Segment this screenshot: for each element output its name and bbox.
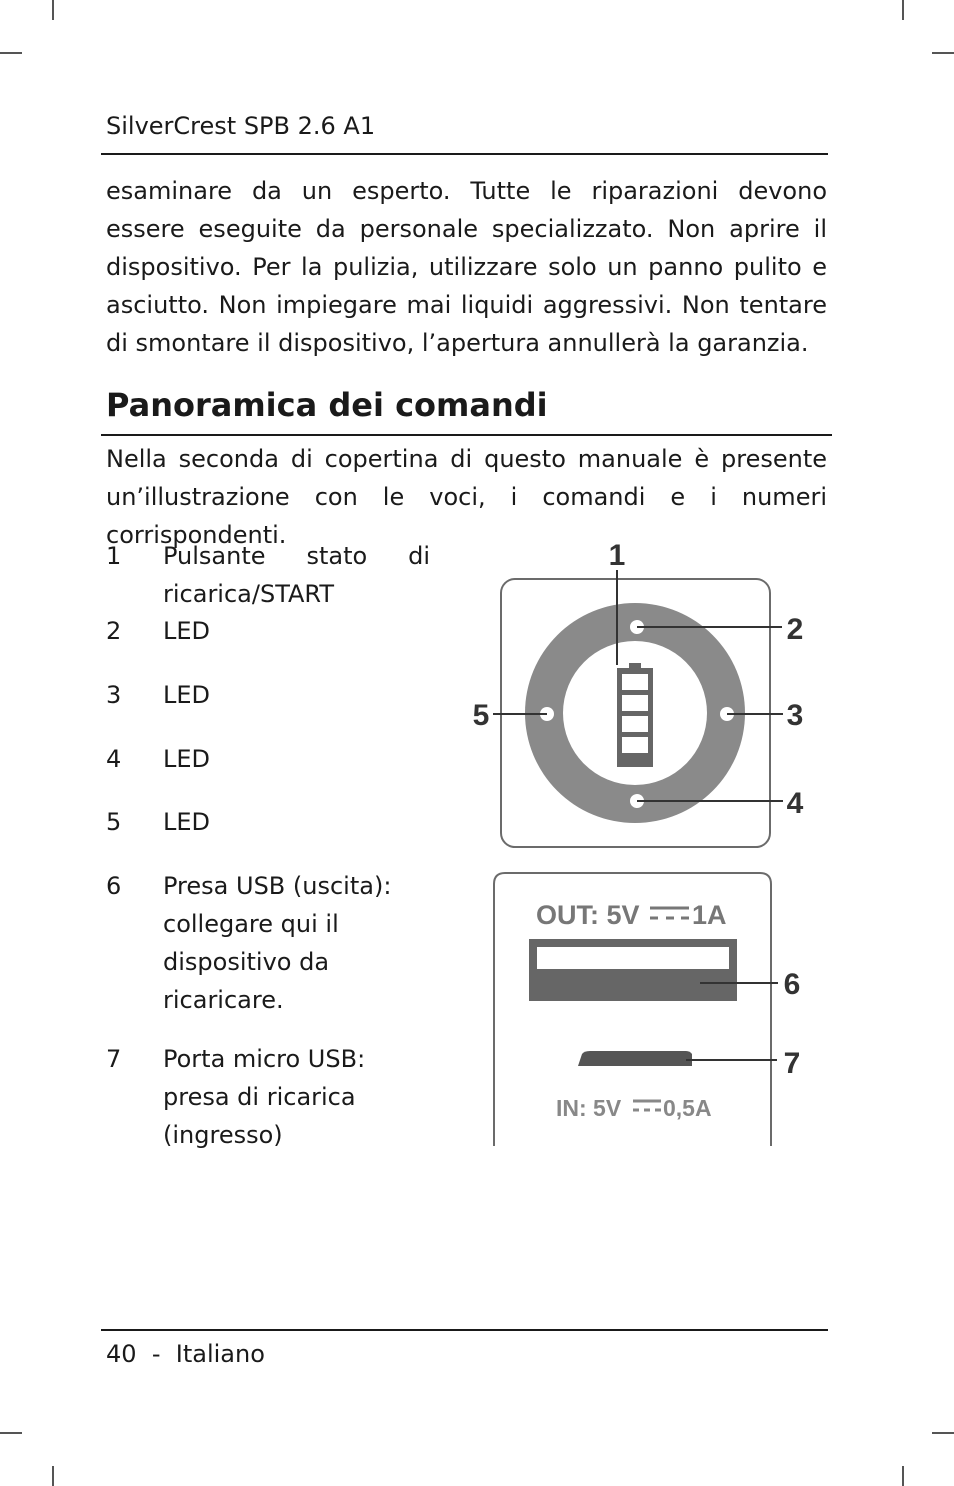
crop-mark [52, 0, 54, 20]
item-number: 7 [106, 1045, 122, 1073]
dc-symbol-icon [633, 1101, 661, 1110]
section-paragraph: Nella seconda di copertina di questo manuale è presente un’illustrazione con le voci, i comandi e i numeri corrispondenti. [106, 445, 827, 549]
footer-rule [101, 1329, 828, 1331]
usb-ports-figure [490, 870, 810, 1150]
callout-6: 6 [783, 968, 801, 1001]
item-text: Porta micro USB: presa di ricarica (ingresso) [163, 1045, 366, 1149]
callout-2: 2 [786, 613, 804, 646]
item-number: 6 [106, 872, 122, 900]
in-current: 0,5A [663, 1095, 712, 1121]
crop-mark [52, 1466, 54, 1486]
callout-5: 5 [472, 699, 490, 732]
item-text-line: ricarica/START [163, 580, 334, 608]
item-text: LED [163, 745, 211, 773]
crop-mark [902, 0, 904, 20]
dc-symbol-icon [650, 908, 689, 918]
intro-paragraph: esaminare da un esperto. Tutte le riparazioni devono essere eseguite da personale specializzato. Non aprire il dispositivo. Per la pulizia, utilizzare solo un panno pulito e asciutto. Non impiegare mai liquidi aggressivi. Non tentare di smontare il dispositivo, l’apertura annullerà la garanzia. [106, 177, 827, 357]
header-rule [101, 153, 828, 155]
callout-1: 1 [608, 539, 626, 572]
out-current: 1A [692, 900, 727, 930]
micro-usb-port-icon [578, 1051, 692, 1066]
item-number: 1 [106, 542, 122, 570]
callout-7: 7 [783, 1047, 801, 1080]
crop-mark [932, 1432, 954, 1434]
footer-separator: - [151, 1340, 161, 1368]
section-rule [101, 434, 832, 436]
item-number: 3 [106, 681, 122, 709]
item-number: 4 [106, 745, 122, 773]
item-text-line: Pulsante stato di [163, 542, 430, 570]
crop-mark [902, 1466, 904, 1486]
control-panel-figure [465, 535, 815, 855]
page-number: 40 [106, 1340, 137, 1368]
item-number: 2 [106, 617, 122, 645]
out-label: OUT: 5V [536, 900, 640, 930]
crop-mark [0, 1432, 22, 1434]
callout-3: 3 [786, 699, 804, 732]
in-label: IN: 5V [556, 1095, 622, 1121]
page-footer [106, 1340, 265, 1368]
crop-mark [932, 52, 954, 54]
running-header: SilverCrest SPB 2.6 A1 [106, 112, 376, 140]
item-number: 5 [106, 808, 122, 836]
crop-mark [0, 52, 22, 54]
section-title: Panoramica dei comandi [106, 386, 548, 424]
usb-port-icon [529, 939, 737, 1001]
item-text: Presa USB (uscita): collegare qui il dispositivo da ricaricare. [163, 872, 392, 1014]
item-text: LED [163, 681, 211, 709]
item-text [163, 537, 430, 613]
battery-icon [617, 663, 653, 767]
callout-4: 4 [786, 787, 804, 820]
footer-language: Italiano [175, 1340, 265, 1368]
item-text: LED [163, 808, 211, 836]
item-text: LED [163, 617, 211, 645]
